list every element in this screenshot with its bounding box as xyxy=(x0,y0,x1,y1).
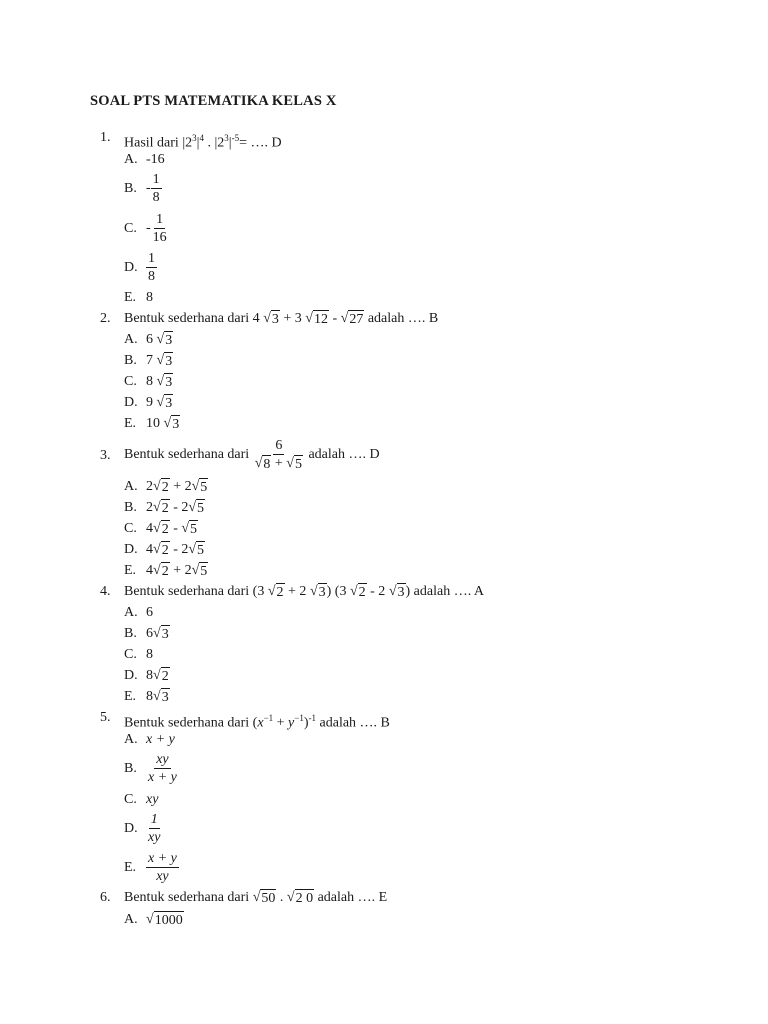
radicand: 8 xyxy=(263,457,271,472)
exponent: −1 xyxy=(263,713,274,723)
sqrt: √ 50 xyxy=(252,890,276,906)
operator: ) (3 xyxy=(326,584,350,599)
operator: . xyxy=(276,890,287,905)
radicand: 5 xyxy=(197,543,205,558)
question-suffix: adalah …. B xyxy=(364,311,439,326)
option-fraction xyxy=(146,211,169,246)
question-prefix: Bentuk sederhana dari (3 xyxy=(124,584,268,599)
denominator: 8 xyxy=(152,190,160,205)
sqrt: √ 5 xyxy=(188,542,205,558)
question-text xyxy=(124,310,438,329)
coefficient: 8 xyxy=(146,668,153,683)
option-label: B. xyxy=(124,626,137,641)
page-title: SOAL PTS MATEMATIKA KELAS X xyxy=(90,93,337,109)
radicand: 3 xyxy=(397,585,405,600)
option-text xyxy=(146,331,173,350)
sign: - xyxy=(146,220,151,236)
option-text xyxy=(146,415,180,434)
radicand: 5 xyxy=(197,501,205,516)
coefficient: 6 xyxy=(146,332,153,347)
sqrt: √ 5 xyxy=(188,500,205,516)
question-prefix: Bentuk sederhana dari ( xyxy=(124,715,258,731)
option-label: D. xyxy=(124,260,138,275)
radicand: 3 xyxy=(161,627,169,642)
option-text xyxy=(146,688,170,707)
radicand: 5 xyxy=(294,457,302,472)
option-text xyxy=(146,520,198,539)
option-text xyxy=(146,562,208,581)
denominator: xy xyxy=(148,830,161,845)
option-fraction xyxy=(146,751,179,786)
option-label: C. xyxy=(124,221,137,236)
option-label: E. xyxy=(124,290,137,305)
question-text: Hasil dari $|2^3|^4$ . $|2^3|^{-5}=$ …. D xyxy=(124,133,282,151)
radicand: 3 xyxy=(165,354,173,369)
numerator: x + y xyxy=(148,851,177,866)
radicand: 2 0 xyxy=(295,891,314,906)
option-label: B. xyxy=(124,181,137,196)
option-fraction xyxy=(146,811,162,846)
sqrt: √ 3 xyxy=(309,584,326,600)
denominator: 8 xyxy=(148,269,155,284)
option-text: x + y xyxy=(146,732,175,747)
option-label: A. xyxy=(124,605,138,620)
sqrt: √ 2 xyxy=(153,542,169,558)
coefficient: 7 xyxy=(146,353,153,368)
option-text xyxy=(146,352,173,371)
operator: - 2 xyxy=(173,500,189,515)
option-label: C. xyxy=(124,647,137,662)
coefficient: 6 xyxy=(146,626,153,641)
question-suffix: = …. D xyxy=(239,135,282,151)
sqrt: √ 2 xyxy=(153,521,169,537)
question-prefix: Bentuk sederhana dari xyxy=(124,447,253,463)
option-label: E. xyxy=(124,860,137,875)
operator: + 2 xyxy=(173,563,192,578)
denominator xyxy=(253,455,305,473)
denominator: x + y xyxy=(148,770,177,785)
radicand: 50 xyxy=(261,891,276,906)
operator: + 3 xyxy=(279,311,306,326)
sqrt: √ 12 xyxy=(305,311,328,327)
radicand: 2 xyxy=(358,585,366,600)
sqrt: √ 8 xyxy=(254,456,271,472)
option-text xyxy=(146,541,205,560)
option-fraction xyxy=(146,250,157,285)
question-suffix: adalah …. B xyxy=(316,715,390,731)
coefficient: 9 xyxy=(146,395,153,410)
sqrt: √ 2 xyxy=(153,668,169,684)
fraction xyxy=(146,811,162,846)
sqrt: √ 2 xyxy=(267,584,284,600)
option-text xyxy=(146,373,173,392)
radicand: 3 xyxy=(271,312,279,327)
outer-exponent: -5 xyxy=(231,133,240,143)
fraction xyxy=(146,850,179,885)
question-number: 2. xyxy=(100,311,111,326)
base: 2 xyxy=(185,135,193,151)
sqrt: √ 5 xyxy=(191,479,208,495)
operator: + xyxy=(274,456,283,471)
sqrt: √ 27 xyxy=(340,311,364,327)
numerator: 1 xyxy=(150,812,158,827)
option-label: B. xyxy=(124,500,137,515)
coefficient: 8 xyxy=(146,689,153,704)
radicand: 2 xyxy=(161,564,169,579)
question-suffix: adalah …. E xyxy=(314,890,388,905)
question-text xyxy=(124,437,380,473)
question-number: 4. xyxy=(100,584,111,599)
abs-bar: | xyxy=(182,135,186,151)
numerator: 6 xyxy=(275,438,283,453)
sqrt: √ 2 0 xyxy=(286,890,314,906)
question-suffix: adalah …. D xyxy=(308,447,380,463)
question-prefix: Bentuk sederhana dari xyxy=(124,890,253,905)
radicand: 5 xyxy=(200,480,208,495)
sqrt: √ 2 xyxy=(153,500,169,516)
denominator: xy xyxy=(156,869,169,884)
numerator: 1 xyxy=(148,251,155,266)
question-suffix: ) adalah …. A xyxy=(405,584,485,599)
numerator: 1 xyxy=(156,212,164,227)
option-label: E. xyxy=(124,689,137,704)
radicand: 3 xyxy=(165,375,173,390)
fraction xyxy=(146,250,157,285)
option-fraction xyxy=(146,850,179,885)
option-text xyxy=(146,625,170,644)
option-label: B. xyxy=(124,353,137,368)
question-number: 6. xyxy=(100,890,111,905)
option-label: A. xyxy=(124,332,138,347)
option-text: xy xyxy=(146,792,159,807)
radicand: 2 xyxy=(161,543,169,558)
radicand: 3 xyxy=(172,417,180,432)
fraction xyxy=(146,751,179,786)
option-text: 6 xyxy=(146,605,153,620)
option-text xyxy=(146,394,173,413)
base: 2 xyxy=(217,135,225,151)
radicand: 1000 xyxy=(154,913,183,928)
sqrt: √ 3 xyxy=(263,311,279,327)
variable: x xyxy=(257,715,264,731)
radicand: 5 xyxy=(200,564,208,579)
coefficient: 2 xyxy=(146,479,153,494)
coefficient: 2 xyxy=(146,500,153,515)
operator: + xyxy=(273,715,289,731)
question-number: 5. xyxy=(100,710,111,725)
option-text xyxy=(146,499,205,518)
sign: - xyxy=(146,180,151,196)
radicand: 3 xyxy=(165,396,173,411)
sqrt: √ 3 xyxy=(156,353,173,369)
sqrt: √ 2 xyxy=(349,584,366,600)
coefficient: 4 xyxy=(146,521,153,536)
coefficient: 4 xyxy=(146,563,153,578)
radicand: 5 xyxy=(190,522,198,537)
radicand: 3 xyxy=(161,690,169,705)
question-number: 3. xyxy=(100,448,111,463)
sqrt: √ 3 xyxy=(388,584,405,600)
denominator: 16 xyxy=(152,230,167,245)
operator: + 2 xyxy=(173,479,192,494)
exponent: 3 xyxy=(192,133,197,143)
option-label: D. xyxy=(124,542,138,557)
option-text xyxy=(146,478,208,497)
option-label: C. xyxy=(124,521,137,536)
option-label: D. xyxy=(124,395,138,410)
numerator: xy xyxy=(156,752,169,767)
radicand: 2 xyxy=(161,480,169,495)
option-fraction xyxy=(146,171,162,206)
abs-bar: | xyxy=(214,135,218,151)
operator: - 2 xyxy=(173,542,189,557)
fraction xyxy=(151,171,162,206)
option-text: -16 xyxy=(146,152,165,167)
coefficient: 4 xyxy=(146,542,153,557)
numerator: 1 xyxy=(152,172,160,187)
sqrt: √ 5 xyxy=(191,563,208,579)
radicand: 2 xyxy=(276,585,284,600)
exponent: 3 xyxy=(224,133,229,143)
radicand: 2 xyxy=(161,669,169,684)
paren: ) xyxy=(303,715,309,731)
sqrt: √ 5 xyxy=(286,456,302,472)
coefficient: 8 xyxy=(146,374,153,389)
variable: y xyxy=(288,715,295,731)
radicand: 12 xyxy=(313,312,328,327)
option-label: C. xyxy=(124,374,137,389)
radicand: 27 xyxy=(349,312,364,327)
outer-exponent: -1 xyxy=(308,713,317,723)
option-label: E. xyxy=(124,563,137,578)
sqrt: √ 3 xyxy=(156,374,173,390)
sqrt: √ 1000 xyxy=(146,912,183,928)
radicand: 2 xyxy=(161,522,169,537)
operator: + 2 xyxy=(284,584,310,599)
option-label: A. xyxy=(124,732,138,747)
question-text xyxy=(124,709,390,733)
option-label: D. xyxy=(124,668,138,683)
question-number: 1. xyxy=(100,130,111,145)
question-text xyxy=(124,889,387,908)
option-text: 8 xyxy=(146,647,153,662)
sqrt: √ 2 xyxy=(153,479,169,495)
option-label: B. xyxy=(124,761,137,776)
exponent: −1 xyxy=(294,713,304,723)
operator: - xyxy=(173,521,178,536)
question-text xyxy=(124,583,484,602)
sqrt: √ 3 xyxy=(156,332,173,348)
option-text xyxy=(146,911,184,930)
radicand: 3 xyxy=(165,333,173,348)
radicand: 2 xyxy=(161,501,169,516)
option-label: C. xyxy=(124,792,137,807)
option-text: 8 xyxy=(146,290,153,305)
sqrt: √ 3 xyxy=(156,395,173,411)
operator: - 2 xyxy=(366,584,389,599)
option-label: A. xyxy=(124,479,138,494)
sqrt: √ 3 xyxy=(163,416,180,432)
outer-exponent: 4 xyxy=(199,133,204,143)
question-prefix: Hasil dari xyxy=(124,135,183,151)
fraction xyxy=(253,437,305,473)
sqrt: √ 5 xyxy=(181,521,198,537)
operator: - xyxy=(328,311,341,326)
option-label: D. xyxy=(124,821,138,836)
sqrt: √ 3 xyxy=(153,689,169,705)
question-prefix: Bentuk sederhana dari 4 xyxy=(124,311,264,326)
option-label: A. xyxy=(124,912,138,927)
sqrt: √ 3 xyxy=(153,626,169,642)
option-text xyxy=(146,667,170,686)
sqrt: √ 2 xyxy=(153,563,169,579)
abs-bar: | xyxy=(228,135,232,151)
fraction xyxy=(151,211,169,246)
option-label: A. xyxy=(124,152,138,167)
coefficient: 10 xyxy=(146,416,160,431)
option-label: E. xyxy=(124,416,137,431)
abs-bar: | xyxy=(196,135,200,151)
radicand: 3 xyxy=(318,585,326,600)
